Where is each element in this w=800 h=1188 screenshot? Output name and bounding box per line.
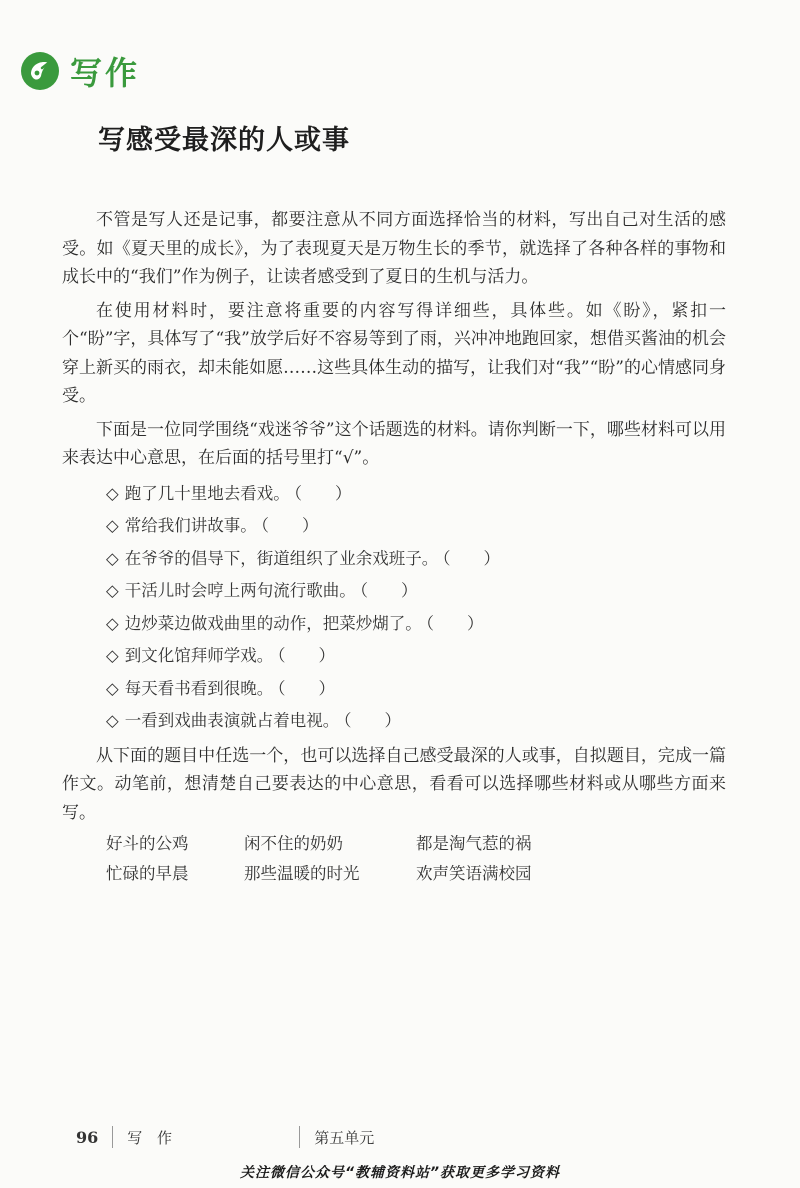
answer-parentheses[interactable]: （ ） [359,581,418,600]
material-option [106,543,726,576]
page-number: 96 [76,1127,99,1147]
topic-item: 都是淘气惹的祸 [416,834,532,853]
material-option [106,575,726,608]
option-text: 每天看书看到很晚。 [124,678,274,698]
footer-divider [112,1126,113,1148]
option-text: 在爷爷的倡导下，街道组织了业余戏班子。 [124,548,439,568]
material-option [106,478,726,511]
main-content [62,206,726,886]
option-text: 边炒菜边做戏曲里的动作，把菜炒煳了。 [124,613,422,633]
diamond-icon: ◇ [106,646,119,665]
topic-item: 欢声笑语满校园 [416,864,532,883]
diamond-icon: ◇ [106,483,119,503]
option-text: 常给我们讲故事。 [124,516,257,535]
option-text: 到文化馆拜师学戏。 [124,646,274,665]
footer-section-label: 写 作 [127,1128,178,1147]
topic-item: 闲不住的奶奶 [244,834,343,853]
footer-unit-label: 第五单元 [314,1128,375,1147]
material-options [106,478,726,738]
answer-parentheses[interactable]: （ ） [343,711,401,730]
answer-parentheses[interactable]: （ ） [277,678,335,698]
option-text: 跑了几十里地去看戏。 [124,483,290,503]
watermark-text: 关注微信公众号“教辅资料站”获取更多学习资料 [239,1165,561,1181]
diamond-icon: ◇ [106,581,119,600]
page-footer [76,1126,374,1148]
answer-parentheses[interactable]: （ ） [442,548,500,568]
material-option [106,673,726,706]
topic-list [106,832,726,886]
material-option [106,608,726,641]
paragraph-2: 在使用材料时，要注意将重要的内容写得详细些，具体些。如《盼》，紧扣一个“盼”字，具体写了“我”放学后好不容易等到了雨，兴冲冲地跑回家，想借买酱油的机会穿上新买的雨衣，却未能如愿……这些具体生动的描写，让我们对“我”“盼”的心情感同身受。 [62,300,726,406]
diamond-icon: ◇ [106,548,119,568]
diamond-icon: ◇ [106,613,119,633]
answer-parentheses[interactable]: （ ） [293,483,352,503]
diamond-icon: ◇ [106,711,119,730]
topic-item: 那些温暖的时光 [244,864,360,883]
topic-item: 好斗的公鸡 [106,834,189,853]
task-title: 写感受最深的人或事 [98,125,350,156]
answer-parentheses[interactable]: （ ） [260,516,319,535]
paragraph-1: 不管是写人还是记事，都要注意从不同方面选择恰当的材料，写出自己对生活的感受。如《夏天里的成长》，为了表现夏天是万物生长的季节，就选择了各种各样的事物和成长中的“我们”作为例子，让读者感受到了夏日的生机与活力。 [62,210,726,287]
option-text: 干活儿时会哼上两句流行歌曲。 [124,581,356,600]
footer-divider [299,1126,300,1148]
section-header [20,48,140,94]
diamond-icon: ◇ [106,678,119,698]
material-option [106,640,726,673]
material-option [106,705,726,738]
option-text: 一看到戏曲表演就占着电视。 [124,711,340,730]
diamond-icon: ◇ [106,516,119,535]
instruction-paragraph: 从下面的题目中任选一个，也可以选择自己感受最深的人或事，自拟题目，完成一篇作文。动笔前，想清楚自己要表达的中心意思，看看可以选择哪些材料或从哪些方面来写。 [62,745,726,823]
material-option [106,510,726,543]
answer-parentheses[interactable]: （ ） [277,646,335,665]
topic-item: 忙碌的早晨 [106,864,189,883]
section-title: 写作 [70,54,141,92]
answer-parentheses[interactable]: （ ） [425,613,484,633]
pen-circle-icon [20,51,60,91]
paragraph-3: 下面是一位同学围绕“戏迷爷爷”这个话题选的材料。请你判断一下，哪些材料可以用来表达中心意思，在后面的括号里打“√”。 [62,419,726,468]
